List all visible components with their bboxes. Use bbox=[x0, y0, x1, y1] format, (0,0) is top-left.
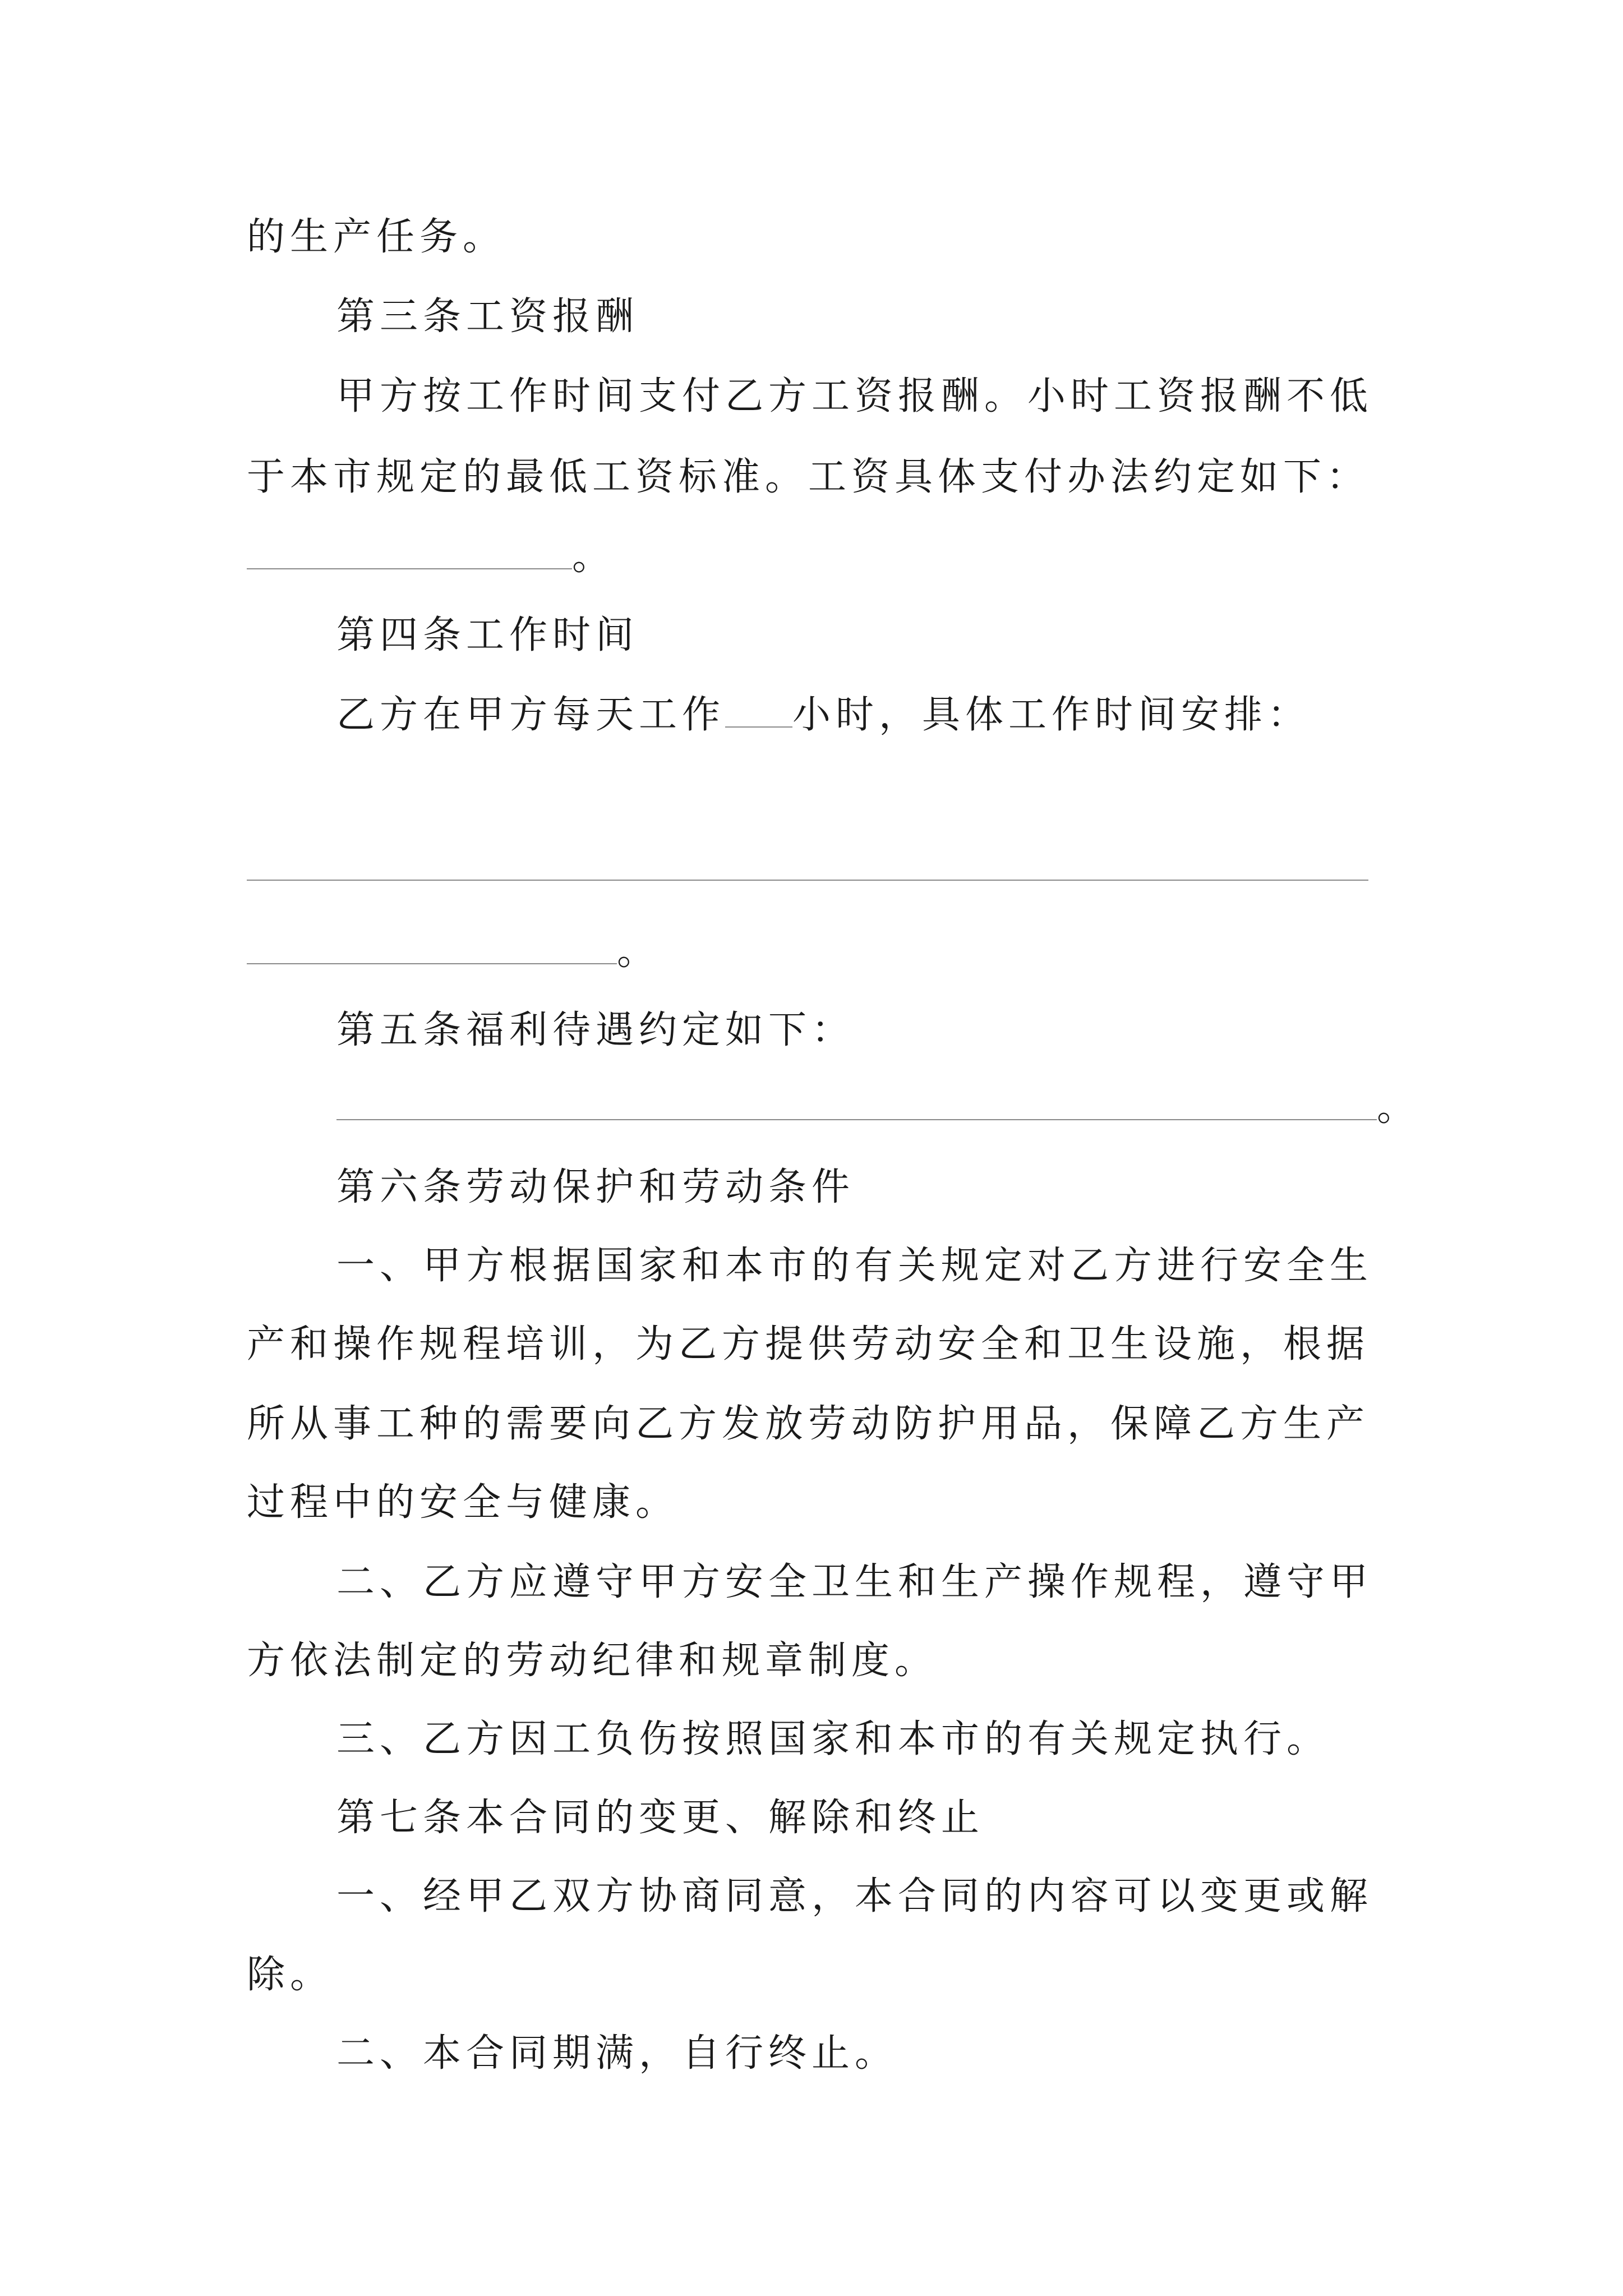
text-line: 过程中的安全与健康。 bbox=[247, 1480, 679, 1525]
fill-in-rule bbox=[247, 880, 1368, 881]
benefits-blank-line: 。 bbox=[336, 1083, 1420, 1133]
fill-in-blank bbox=[247, 928, 617, 964]
article-4-heading: 第四条工作时间 bbox=[336, 613, 639, 657]
text-line: 一、甲方根据国家和本市的有关规定对乙方进行安全生 bbox=[336, 1244, 1373, 1288]
payment-method-blank-line: 。 bbox=[247, 532, 615, 582]
text-line: 于本市规定的最低工资标准。工资具体支付办法约定如下： bbox=[247, 455, 1370, 499]
text-line: 方依法制定的劳动纪律和规章制度。 bbox=[247, 1639, 938, 1683]
fill-in-blank bbox=[336, 1084, 1377, 1120]
text-line: 除。 bbox=[247, 1953, 334, 1997]
fill-in-blank bbox=[247, 533, 572, 569]
article-5-heading: 第五条福利待遇约定如下： bbox=[336, 1008, 855, 1052]
text-line: 所从事工种的需要向乙方发放劳动防护用品，保障乙方生产 bbox=[247, 1402, 1370, 1446]
schedule-blank-line: 。 bbox=[247, 927, 660, 977]
text-line: 二、乙方应遵守甲方安全卫生和生产操作规程，遵守甲 bbox=[336, 1560, 1373, 1604]
article-3-heading: 第三条工资报酬 bbox=[336, 295, 639, 339]
text-line: 一、经甲乙双方协商同意，本合同的内容可以变更或解 bbox=[336, 1874, 1373, 1918]
text-line: 三、乙方因工负伤按照国家和本市的有关规定执行。 bbox=[336, 1717, 1330, 1761]
article-6-heading: 第六条劳动保护和劳动条件 bbox=[336, 1165, 855, 1209]
working-hours-line: 乙方在甲方每天工作 小时，具体工作时间安排： bbox=[336, 693, 1311, 737]
article-7-heading: 第七条本合同的变更、解除和终止 bbox=[336, 1796, 985, 1840]
text-line: 产和操作规程培训，为乙方提供劳动安全和卫生设施，根据 bbox=[247, 1322, 1370, 1366]
text-line: 二、本合同期满，自行终止。 bbox=[336, 2031, 898, 2076]
text-line: 的生产任务。 bbox=[247, 215, 506, 259]
text-line: 甲方按工作时间支付乙方工资报酬。小时工资报酬不低 bbox=[336, 374, 1373, 418]
hours-blank bbox=[725, 692, 792, 728]
